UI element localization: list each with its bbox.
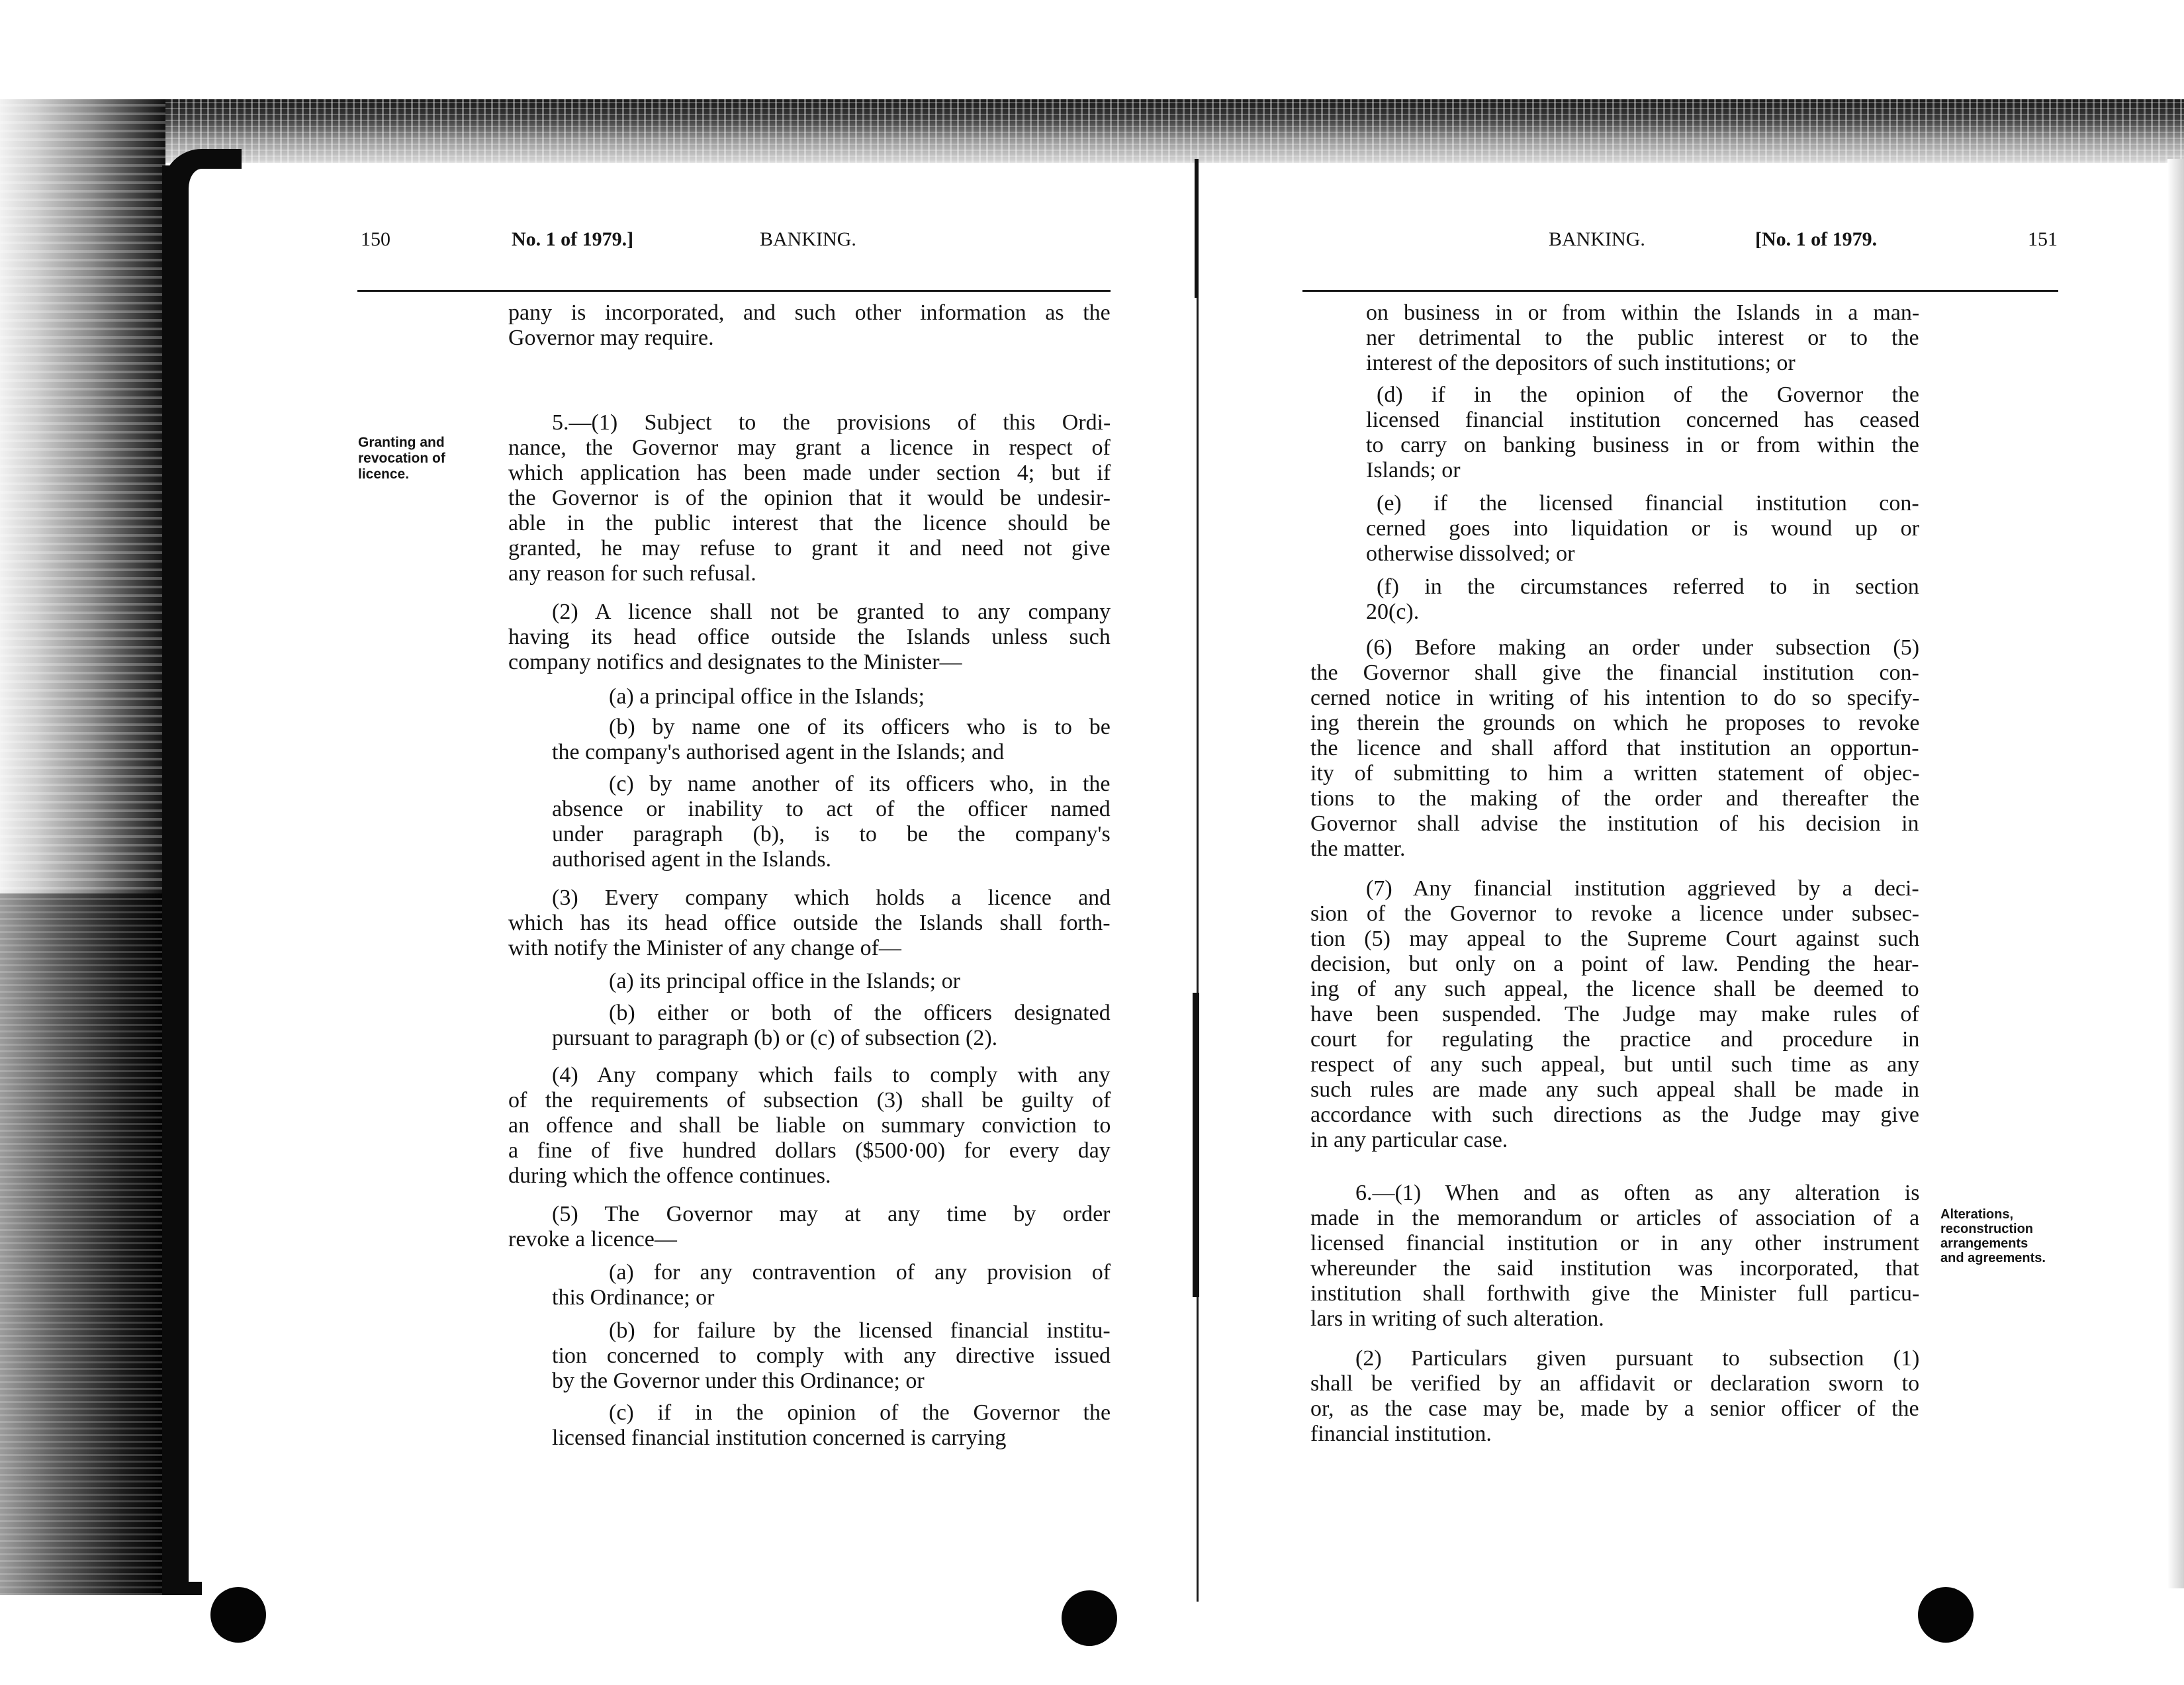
punch-hole-middle [1062, 1590, 1117, 1646]
margin-note-line: reconstruction [1940, 1222, 2034, 1236]
text-line: cerned notice in writing of his intention to do so specify- [1310, 686, 1920, 710]
left-running-title: BANKING. [760, 228, 856, 250]
text-line: the company's authorised agent in the Islands; and [552, 740, 1005, 764]
left-header-rule [357, 290, 1111, 292]
text-line: Governor may require. [508, 326, 714, 350]
gutter-mid-shadow [1193, 993, 1199, 1297]
text-line: this Ordinance; or [552, 1285, 715, 1310]
text-line: pany is incorporated, and such other information as the [508, 300, 1111, 325]
text-line: (a) for any contravention of any provision of [609, 1260, 1111, 1285]
margin-note-line: and agreements. [1940, 1251, 2046, 1265]
text-line: the Governor shall give the financial institution con- [1310, 660, 1919, 685]
text-line: during which the offence continues. [508, 1163, 831, 1188]
right-page-number: 151 [2028, 228, 2058, 250]
text-line: licensed financial institution or in any other instrument [1310, 1231, 1919, 1255]
text-line: 6.—(1) When and as often as any alteration is [1355, 1181, 1920, 1205]
right-header-rule [1302, 290, 2058, 292]
text-line: (5) The Governor may at any time by order [552, 1202, 1111, 1226]
text-line: (7) Any financial institution aggrieved by a deci- [1366, 876, 1919, 901]
text-line: having its head office outside the Islands unless such [508, 625, 1111, 649]
text-line: which has its head office outside the Islands shall forth- [508, 911, 1111, 935]
text-line: lars in writing of such alteration. [1310, 1306, 1604, 1331]
text-line: absence or inability to act of the officer named [552, 797, 1111, 821]
text-line: financial institution. [1310, 1422, 1492, 1446]
text-line: interest of the depositors of such institutions; or [1366, 351, 1796, 375]
text-line: (c) if in the opinion of the Governor the [609, 1400, 1111, 1425]
text-line: sion of the Governor to revoke a licence under subsec- [1310, 901, 1920, 926]
left-act-reference: No. 1 of 1979.] [512, 228, 634, 250]
scan-left-edge-dark [0, 893, 165, 1595]
text-line: nance, the Governor may grant a licence in respect of [508, 435, 1111, 460]
text-line: licensed financial institution concerned is carrying [552, 1426, 1007, 1450]
scan-top-band [40, 99, 2184, 163]
text-line: revoke a licence— [508, 1227, 677, 1252]
punch-hole-right [1918, 1587, 1974, 1643]
text-line: or, as the case may be, made by a senior officer of the [1310, 1396, 1919, 1421]
text-line: (b) for failure by the licensed financial institu- [609, 1318, 1111, 1343]
text-line: such rules are made any such appeal shall be made in [1310, 1077, 1920, 1102]
text-line: the licence and shall afford that institution an opportun- [1310, 736, 1919, 760]
text-line: (b) by name one of its officers who is to be [609, 715, 1111, 739]
text-line: (a) its principal office in the Islands; or [609, 969, 960, 993]
text-line: (2) A licence shall not be granted to any company [552, 600, 1111, 624]
text-line: (d) if in the opinion of the Governor the [1377, 383, 1919, 407]
scan-right-edge [2167, 159, 2184, 1588]
margin-note-line: Alterations, [1940, 1207, 2014, 1222]
text-line: (c) by name another of its officers who, in the [609, 772, 1111, 796]
text-line: an offence and shall be liable on summary conviction to [508, 1113, 1111, 1138]
text-line: 20(c). [1366, 600, 1420, 624]
text-line: any reason for such refusal. [508, 561, 756, 586]
binding-bar [162, 165, 189, 1588]
text-line: have been suspended. The Judge may make rules of [1310, 1002, 1919, 1026]
text-line: (a) a principal office in the Islands; [609, 684, 925, 709]
text-line: with notify the Minister of any change of— [508, 936, 901, 960]
text-line: (b) either or both of the officers designated [609, 1001, 1111, 1025]
margin-note-line: Granting and [358, 435, 445, 450]
text-line: able in the public interest that the licence should be [508, 511, 1111, 535]
text-line: respect of any such appeal, but until such time as any [1310, 1052, 1920, 1077]
text-line: (f) in the circumstances referred to in section [1377, 574, 1919, 599]
text-line: (3) Every company which holds a licence and [552, 886, 1111, 910]
text-line: tion concerned to comply with any directive issued [552, 1343, 1111, 1368]
margin-note-line: arrangements [1940, 1236, 2028, 1251]
text-line: which application has been made under section 4; but if [508, 461, 1111, 485]
text-line: ity of submitting to him a written statement of objec- [1310, 761, 1920, 786]
text-line: a fine of five hundred dollars ($500·00) for every day [508, 1138, 1111, 1163]
text-line: (6) Before making an order under subsection (5) [1366, 635, 1920, 660]
text-line: to carry on banking business in or from within the [1366, 433, 1919, 457]
gutter-top-shadow [1195, 159, 1199, 298]
text-line: 5.—(1) Subject to the provisions of this Ordi- [552, 410, 1111, 435]
text-line: company notifics and designates to the Minister— [508, 650, 962, 674]
text-line: granted, he may refuse to grant it and need not give [508, 536, 1111, 561]
margin-note-line: revocation of [358, 451, 445, 466]
text-line: ner detrimental to the public interest or to the [1366, 326, 1919, 350]
text-line: the Governor is of the opinion that it would be undesir- [508, 486, 1111, 510]
text-line: Governor shall advise the institution of his decision in [1310, 811, 1919, 836]
left-page-number: 150 [361, 228, 390, 250]
right-running-title: BANKING. [1549, 228, 1645, 250]
text-line: Islands; or [1366, 458, 1461, 482]
text-line: pursuant to paragraph (b) or (c) of subsection (2). [552, 1026, 998, 1050]
text-line: tion (5) may appeal to the Supreme Court against such [1310, 927, 1920, 951]
text-line: (2) Particulars given pursuant to subsection (1) [1355, 1346, 1920, 1371]
text-line: licensed financial institution concerned has ceased [1366, 408, 1920, 432]
right-act-reference: [No. 1 of 1979. [1755, 228, 1878, 250]
text-line: institution shall forthwith give the Minister full particu- [1310, 1281, 1920, 1306]
text-line: tions to the making of the order and thereafter the [1310, 786, 1920, 811]
text-line: of the requirements of subsection (3) shall be guilty of [508, 1088, 1111, 1113]
gutter-line [1197, 159, 1199, 1602]
right-margin-note [1940, 1207, 2046, 1265]
text-line: authorised agent in the Islands. [552, 847, 832, 872]
text-line: otherwise dissolved; or [1366, 541, 1575, 566]
text-line: court for regulating the practice and procedure in [1310, 1027, 1920, 1052]
margin-note-line: licence. [358, 467, 410, 482]
text-line: ing therein the grounds on which he proposes to revoke [1310, 711, 1920, 735]
text-line: (e) if the licensed financial institution con- [1377, 491, 1919, 516]
text-line: whereunder the said institution was incorporated, that [1310, 1256, 1919, 1281]
text-line: made in the memorandum or articles of association of a [1310, 1206, 1920, 1230]
binding-foot [162, 1582, 202, 1595]
text-line: (4) Any company which fails to comply with any [552, 1063, 1111, 1087]
punch-hole-left [210, 1587, 266, 1643]
text-line: under paragraph (b), is to be the company's [552, 822, 1111, 846]
text-line: shall be verified by an affidavit or declaration sworn to [1310, 1371, 1920, 1396]
text-line: the matter. [1310, 837, 1406, 861]
text-line: in any particular case. [1310, 1128, 1508, 1152]
text-line: ing of any such appeal, the licence shall be deemed to [1310, 977, 1919, 1001]
text-line: by the Governor under this Ordinance; or [552, 1369, 925, 1393]
text-line: decision, but only on a point of law. Pending the hear- [1310, 952, 1919, 976]
left-margin-note [358, 435, 445, 482]
text-line: on business in or from within the Islands in a man- [1366, 300, 1920, 325]
text-line: cerned goes into liquidation or is wound up or [1366, 516, 1920, 541]
text-line: accordance with such directions as the Judge may give [1310, 1103, 1919, 1127]
